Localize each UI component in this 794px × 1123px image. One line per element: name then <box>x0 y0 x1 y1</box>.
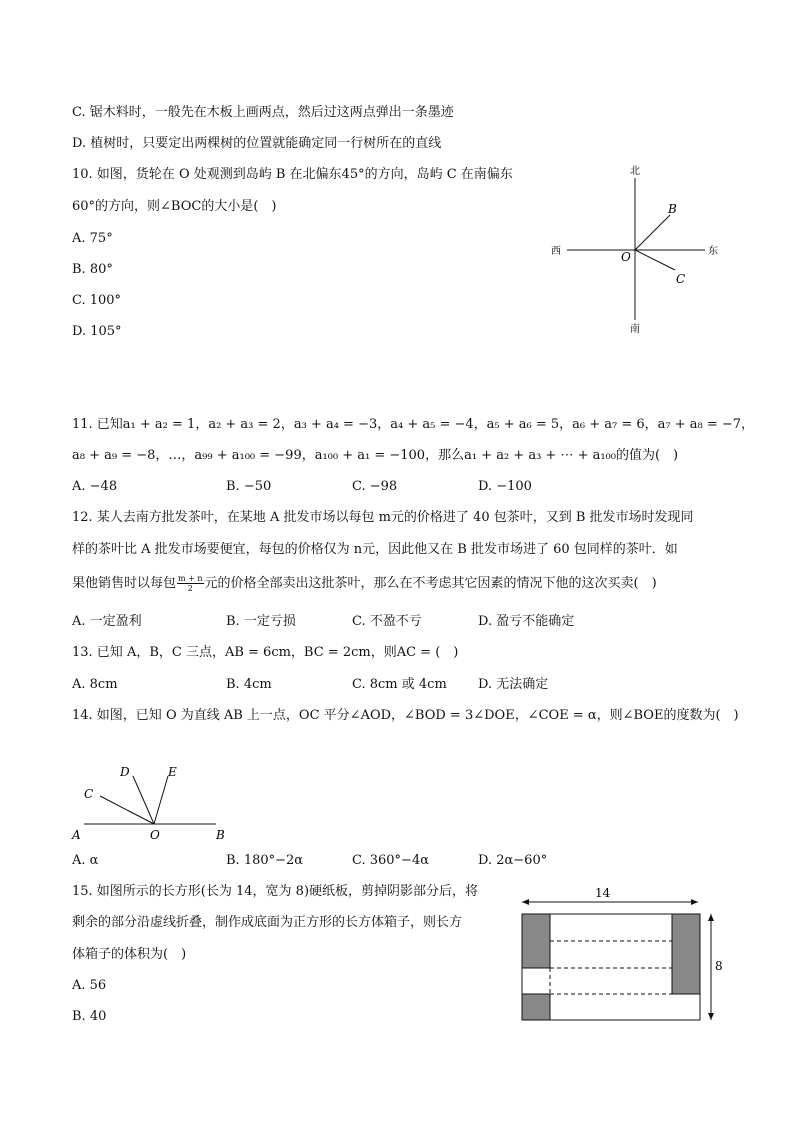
q10-option-a: A. 75° <box>72 231 113 246</box>
price-fraction <box>177 574 204 593</box>
q14-option-a: A. α <box>72 853 99 868</box>
q9-option-c: C. 锯木料时，一般先在木板上画两点，然后过这两点弹出一条墨迹 <box>72 105 454 120</box>
label-b: B <box>668 202 677 216</box>
ray-ob <box>635 215 670 250</box>
q10-option-c: C. 100° <box>72 293 122 308</box>
width-arrow-bottom <box>708 1013 714 1020</box>
width-arrow-top <box>708 914 714 921</box>
q15-stem-line3: 体箱子的体积为( ) <box>72 947 187 962</box>
ray-oc <box>100 796 154 824</box>
label-west: 西 <box>551 246 561 257</box>
label-south: 南 <box>630 324 640 335</box>
q10-option-d: D. 105° <box>72 324 122 339</box>
label-o: O <box>150 828 160 842</box>
shaded-cut-left-top <box>522 914 550 968</box>
compass-figure <box>545 160 735 340</box>
q15-option-b: B. 40 <box>72 1009 107 1024</box>
q12-stem-line1: 12. 某人去南方批发茶叶，在某地 A 批发市场以每包 m元的价格进了 40 包茶叶，又到 B 批发市场时发现同 <box>72 510 694 525</box>
cardboard-figure <box>508 878 738 1028</box>
q11-option-c: C. −98 <box>352 479 398 494</box>
q15-stem-line1: 15. 如图所示的长方形(长为 14，宽为 8)硬纸板，剪掉阴影部分后，将 <box>72 884 479 899</box>
label-east: 东 <box>708 246 718 257</box>
q13-option-d: D. 无法确定 <box>478 677 549 692</box>
q11-option-d: D. −100 <box>478 479 532 494</box>
q15-option-a: A. 56 <box>72 978 107 993</box>
q11-stem-line1: 11. 已知a₁ + a₂ = 1，a₂ + a₃ = 2，a₃ + a₄ = −3，a₄ + a₅ = −4，a₅ + a₆ = 5，a₆ + a₇ = 6，a₇ + a₈ = −7， <box>72 417 755 432</box>
q12-stem-line3 <box>72 574 657 593</box>
q12-option-a: A. 一定盈利 <box>72 614 142 629</box>
q12-option-c: C. 不盈不亏 <box>352 614 422 629</box>
q14-option-d: D. 2α−60° <box>478 853 548 868</box>
ray-oe <box>154 776 168 824</box>
q13-option-a: A. 8cm <box>72 677 118 692</box>
label-a: A <box>72 828 81 842</box>
q13-option-b: B. 4cm <box>226 677 272 692</box>
q11-option-a: A. −48 <box>72 479 118 494</box>
shaded-cut-left-bottom <box>522 994 550 1020</box>
q13-option-c: C. 8cm 或 4cm <box>352 677 447 692</box>
ray-od <box>133 776 154 824</box>
q10-stem-line2: 60°的方向，则∠BOC的大小是( ) <box>72 199 277 214</box>
q12-option-b: B. 一定亏损 <box>226 614 296 629</box>
label-d: D <box>120 765 130 779</box>
width-label: 8 <box>715 959 723 973</box>
fraction-denominator: 2 <box>187 584 193 593</box>
shaded-cut-right <box>672 914 700 994</box>
q14-stem: 14. 如图，已知 O 为直线 AB 上一点，OC 平分∠AOD，∠BOD = 3∠DOE，∠COE = α，则∠BOE的度数为( ) <box>72 708 739 723</box>
q13-stem: 13. 已知 A，B，C 三点，AB = 6cm，BC = 2cm，则AC = ( ) <box>72 645 459 660</box>
q11-stem-line2: a₈ + a₉ = −8，…，a₉₉ + a₁₀₀ = −99，a₁₀₀ + a₁ = −100，那么a₁ + a₂ + a₃ + ⋯ + a₁₀₀的值为( ) <box>72 448 679 463</box>
ray-oc <box>635 250 675 270</box>
label-o: O <box>621 250 631 264</box>
q12-stem-line2: 样的茶叶比 A 批发市场要便宜，每包的价格仅为 n元，因此他又在 B 批发市场进了 60 包同样的茶叶．如 <box>72 542 678 557</box>
q10-option-b: B. 80° <box>72 262 113 277</box>
q12-option-d: D. 盈亏不能确定 <box>478 614 575 629</box>
q12-line3-prefix: 果他销售时以每包 <box>72 576 177 591</box>
label-c: C <box>676 272 686 286</box>
q10-stem-line1: 10. 如图，货轮在 O 处观测到岛屿 B 在北偏东45°的方向，岛屿 C 在南偏东 <box>72 167 513 182</box>
label-e: E <box>168 765 177 779</box>
length-arrow-left <box>522 899 529 905</box>
label-north: 北 <box>630 166 640 177</box>
q12-line3-suffix: 元的价格全部卖出这批茶叶，那么在不考虑其它因素的情况下他的这次买卖( ) <box>204 576 657 591</box>
q14-option-b: B. 180°−2α <box>226 853 304 868</box>
q11-option-b: B. −50 <box>226 479 272 494</box>
length-label: 14 <box>595 886 611 900</box>
label-c: C <box>84 787 94 801</box>
length-arrow-right <box>691 899 698 905</box>
label-b: B <box>216 828 225 842</box>
q9-option-d: D. 植树时，只要定出两棵树的位置就能确定同一行树所在的直线 <box>72 136 442 151</box>
q15-stem-line2: 剩余的部分沿虚线折叠，制作成底面为正方形的长方体箱子，则长方 <box>72 915 463 930</box>
fraction-numerator: m + n <box>178 574 203 583</box>
q14-option-c: C. 360°−4α <box>352 853 430 868</box>
angle-figure <box>66 760 241 845</box>
